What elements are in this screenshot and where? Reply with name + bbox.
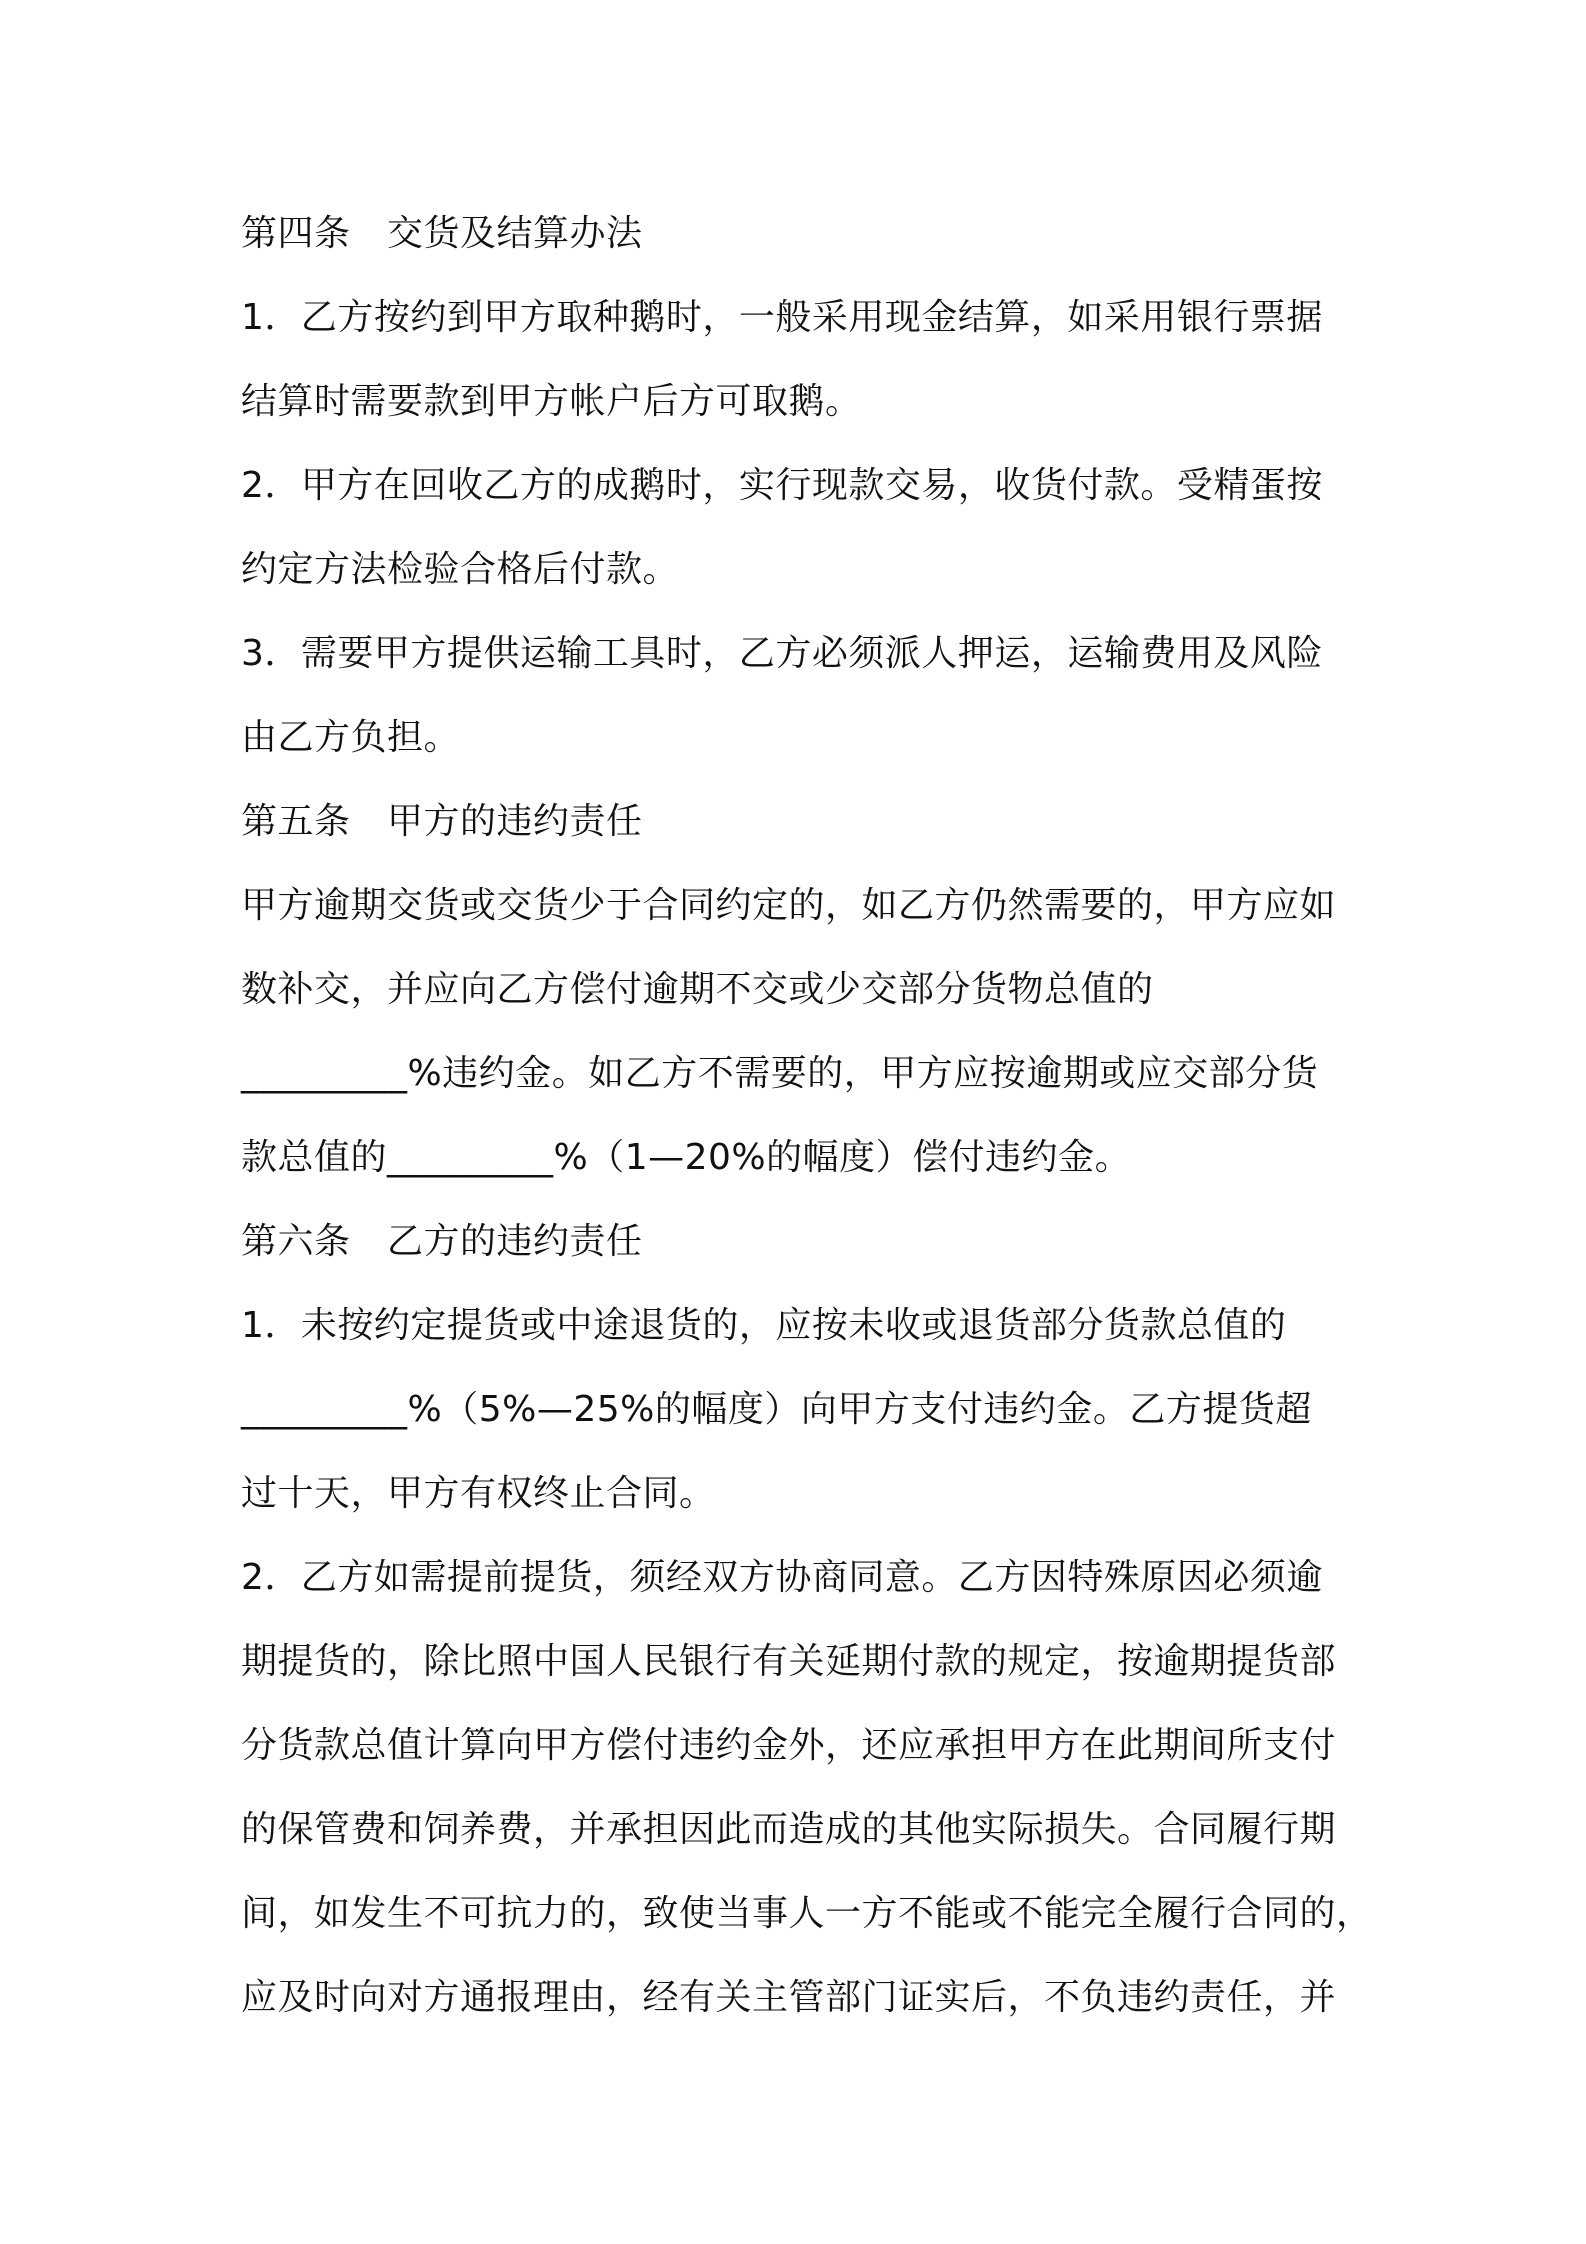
article-4-item-2-line-1: 2．甲方在回收乙方的成鹅时，实行现款交易，收货付款。受精蛋按 [241, 465, 1323, 506]
article-4-heading: 第四条 交货及结算办法 [241, 213, 643, 254]
article-5-heading: 第五条 甲方的违约责任 [241, 801, 643, 842]
article-5-paragraph-line-1: 甲方逾期交货或交货少于合同约定的，如乙方仍然需要的，甲方应如 [241, 885, 1337, 926]
article-4-item-1-line-2: 结算时需要款到甲方帐户后方可取鹅。 [241, 381, 862, 422]
article-4-item-3-line-1: 3．需要甲方提供运输工具时，乙方必须派人押运，运输费用及风险 [241, 633, 1323, 674]
article-5-paragraph-line-3: _________%违约金。如乙方不需要的，甲方应按逾期或应交部分货 [241, 1053, 1319, 1094]
article-6-heading: 第六条 乙方的违约责任 [241, 1221, 643, 1262]
article-6-item-2-line-5: 间，如发生不可抗力的，致使当事人一方不能或不能完全履行合同的， [241, 1893, 1373, 1934]
article-6-item-2-line-6: 应及时向对方通报理由，经有关主管部门证实后，不负违约责任，并 [241, 1977, 1337, 2018]
article-4-item-3-line-2: 由乙方负担。 [241, 717, 461, 758]
article-5-paragraph-line-4: 款总值的_________%（1—20%的幅度）偿付违约金。 [241, 1137, 1132, 1178]
document-body [241, 192, 1373, 2040]
article-6-item-2-line-2: 期提货的，除比照中国人民银行有关延期付款的规定，按逾期提货部 [241, 1641, 1337, 1682]
article-6-item-1-line-3: 过十天，甲方有权终止合同。 [241, 1473, 716, 1514]
article-6-item-2-line-4: 的保管费和饲养费，并承担因此而造成的其他实际损失。合同履行期 [241, 1809, 1337, 1850]
article-5-paragraph-line-2: 数补交，并应向乙方偿付逾期不交或少交部分货物总值的 [241, 969, 1154, 1010]
article-6-item-2-line-1: 2．乙方如需提前提货，须经双方协商同意。乙方因特殊原因必须逾 [241, 1557, 1323, 1598]
article-6-item-1-line-2: _________%（5%—25%的幅度）向甲方支付违约金。乙方提货超 [241, 1389, 1312, 1430]
article-4-item-2-line-2: 约定方法检验合格后付款。 [241, 549, 680, 590]
article-6-item-1-line-1: 1．未按约定提货或中途退货的，应按未收或退货部分货款总值的 [241, 1305, 1287, 1346]
article-6-item-2-line-3: 分货款总值计算向甲方偿付违约金外，还应承担甲方在此期间所支付 [241, 1725, 1337, 1766]
article-4-item-1-line-1: 1．乙方按约到甲方取种鹅时，一般采用现金结算，如采用银行票据 [241, 297, 1323, 338]
